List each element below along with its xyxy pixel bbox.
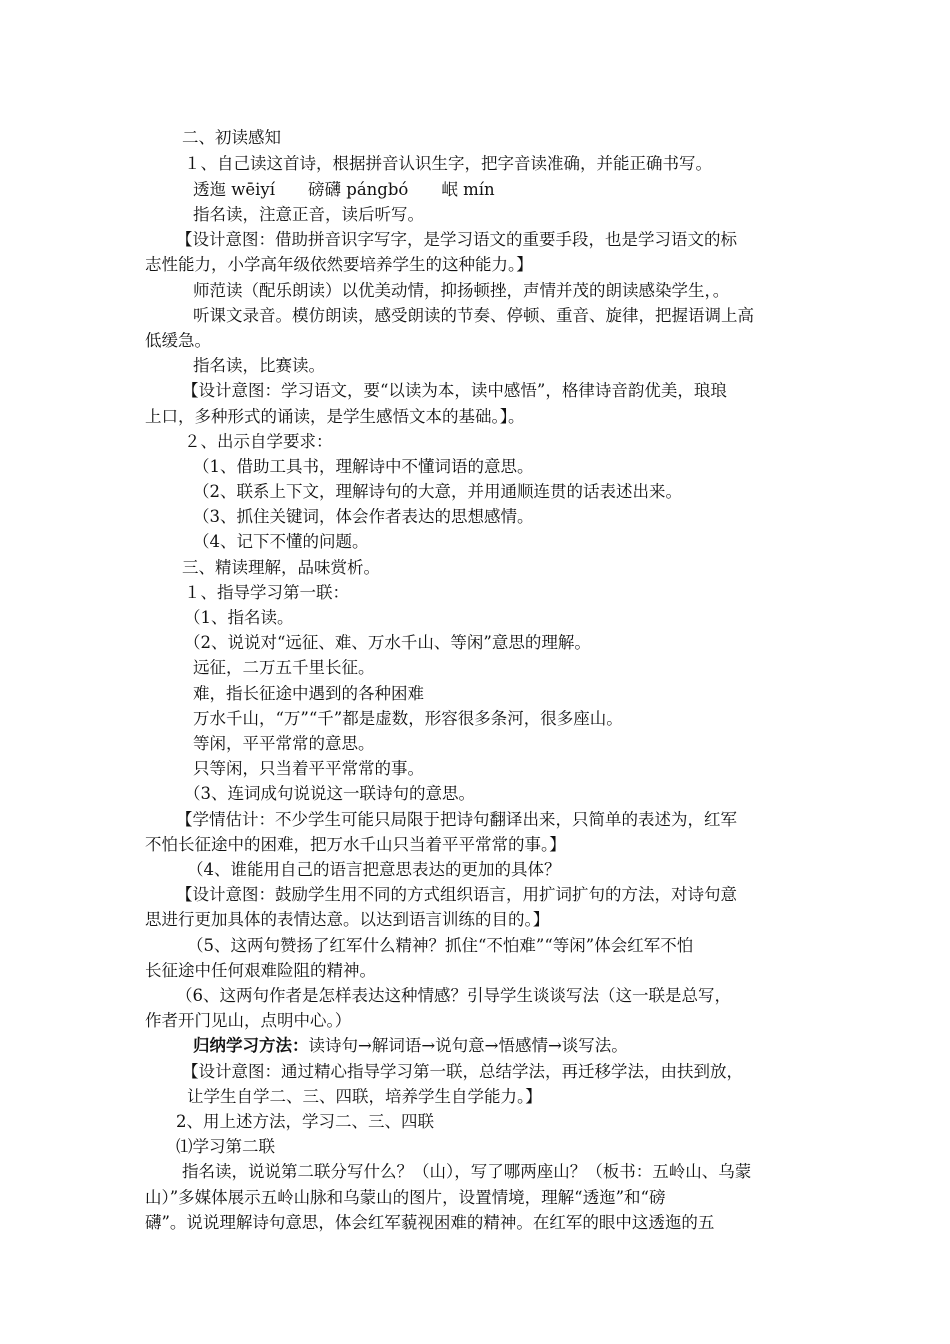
summary-steps: 读诗句→解词语→说句意→悟感情→谈写法。 <box>308 1036 628 1055</box>
list-item: （6、这两句作者是怎样表达这种情感？引导学生谈谈写法（这一联是总写， <box>176 986 731 1005</box>
text-line: ２、出示自学要求： <box>184 432 333 451</box>
design-intent: 【设计意图：借助拼音识字写字，是学习语文的重要手段，也是学习语文的标 <box>176 230 737 249</box>
list-item: （3、抓住关键词，体会作者表达的思想感情。 <box>193 507 534 526</box>
text-line: 不怕长征途中的困难，把万水千山只当着平平常常的事。】 <box>145 835 566 854</box>
subsection-heading: ⑴学习第二联 <box>176 1137 275 1156</box>
section-heading: 三、精读理解，品味赏析。 <box>182 558 380 577</box>
list-item: （3、连词成句说说这一联诗句的意思。 <box>184 784 475 803</box>
text-line: 指名读，说说第二联分写什么？（山），写了哪两座山？（板书：五岭山、乌蒙 <box>182 1162 752 1181</box>
text-line: 师范读（配乐朗读）以优美动情，抑扬顿挫，声情并茂的朗读感染学生，。 <box>193 281 730 300</box>
text-line: 等闲，平平常常的意思。 <box>193 734 375 753</box>
learning-estimate: 【学情估计：不少学生可能只局限于把诗句翻译出来，只简单的表述为，红军 <box>176 810 737 829</box>
text-line: 低缓急。 <box>145 331 211 350</box>
list-item: （2、说说对“远征、难、万水千山、等闲”意思的理解。 <box>184 633 591 652</box>
list-item: （1、借助工具书，理解诗中不懂词语的意思。 <box>193 457 534 476</box>
text-line: 指名读，注意正音，读后听写。 <box>193 205 424 224</box>
design-intent: 【设计意图：鼓励学生用不同的方式组织语言，用扩词扩句的方法，对诗句意 <box>176 885 737 904</box>
text-line: 万水千山，“万”“千”都是虚数，形容很多条河，很多座山。 <box>193 709 623 728</box>
section-heading: 二、初读感知 <box>182 128 281 147</box>
text-line: 思进行更加具体的表情达意。以达到语言训练的目的。】 <box>145 910 550 929</box>
list-item: （4、记下不懂的问题。 <box>193 532 369 551</box>
list-item: （5、这两句赞扬了红军什么精神？抓住“不怕难”“等闲”体会红军不怕 <box>187 936 694 955</box>
text-line: 听课文录音。模仿朗读，感受朗读的节奏、停顿、重音、旋律，把握语调上高 <box>193 306 754 325</box>
text-line: 难，指长征途中遇到的各种困难 <box>193 684 424 703</box>
text-line: 只等闲，只当着平平常常的事。 <box>193 759 424 778</box>
text-line: 让学生自学二、三、四联，培养学生自学能力。】 <box>187 1087 542 1106</box>
text-line: 长征途中任何艰难险阻的精神。 <box>145 961 376 980</box>
text-line: 远征，二万五千里长征。 <box>193 658 375 677</box>
list-item: （2、联系上下文，理解诗句的大意，并用通顺连贯的话表述出来。 <box>193 482 682 501</box>
design-intent: 【设计意图：通过精心指导学习第一联，总结学法，再迁移学法，由扶到放， <box>182 1062 743 1081</box>
text-line: 作者开门见山，点明中心。） <box>145 1011 352 1030</box>
text-line: １、自己读这首诗，根据拼音认识生字，把字音读准确，并能正确书写。 <box>184 154 712 173</box>
design-intent: 【设计意图：学习语文，要“以读为本，读中感悟”，格律诗音韵优美，琅琅 <box>182 381 727 400</box>
text-line: 上口，多种形式的诵读，是学生感悟文本的基础。】。 <box>145 407 525 426</box>
text-line: 2、用上述方法，学习二、三、四联 <box>176 1112 434 1131</box>
text-line: １、指导学习第一联： <box>184 583 349 602</box>
list-item: （4、谁能用自己的语言把意思表达的更加的具体？ <box>187 860 561 879</box>
text-line: 指名读，比赛读。 <box>193 356 325 375</box>
text-line: 志性能力，小学高年级依然要培养学生的这种能力。】 <box>145 255 533 274</box>
text-line: 礴”。说说理解诗句意思，体会红军藐视困难的精神。在红军的眼中这透迤的五 <box>145 1213 715 1232</box>
summary-label: 归纳学习方法： <box>193 1036 309 1055</box>
list-item: （1、指名读。 <box>184 608 294 627</box>
method-summary <box>193 1033 628 1058</box>
text-line: 山）”多媒体展示五岭山脉和乌蒙山的图片，设置情境，理解“透迤”和“磅 <box>145 1188 666 1207</box>
vocab-line: 透迤 wēiyí 磅礴 pángbó 岷 mín <box>193 180 495 199</box>
